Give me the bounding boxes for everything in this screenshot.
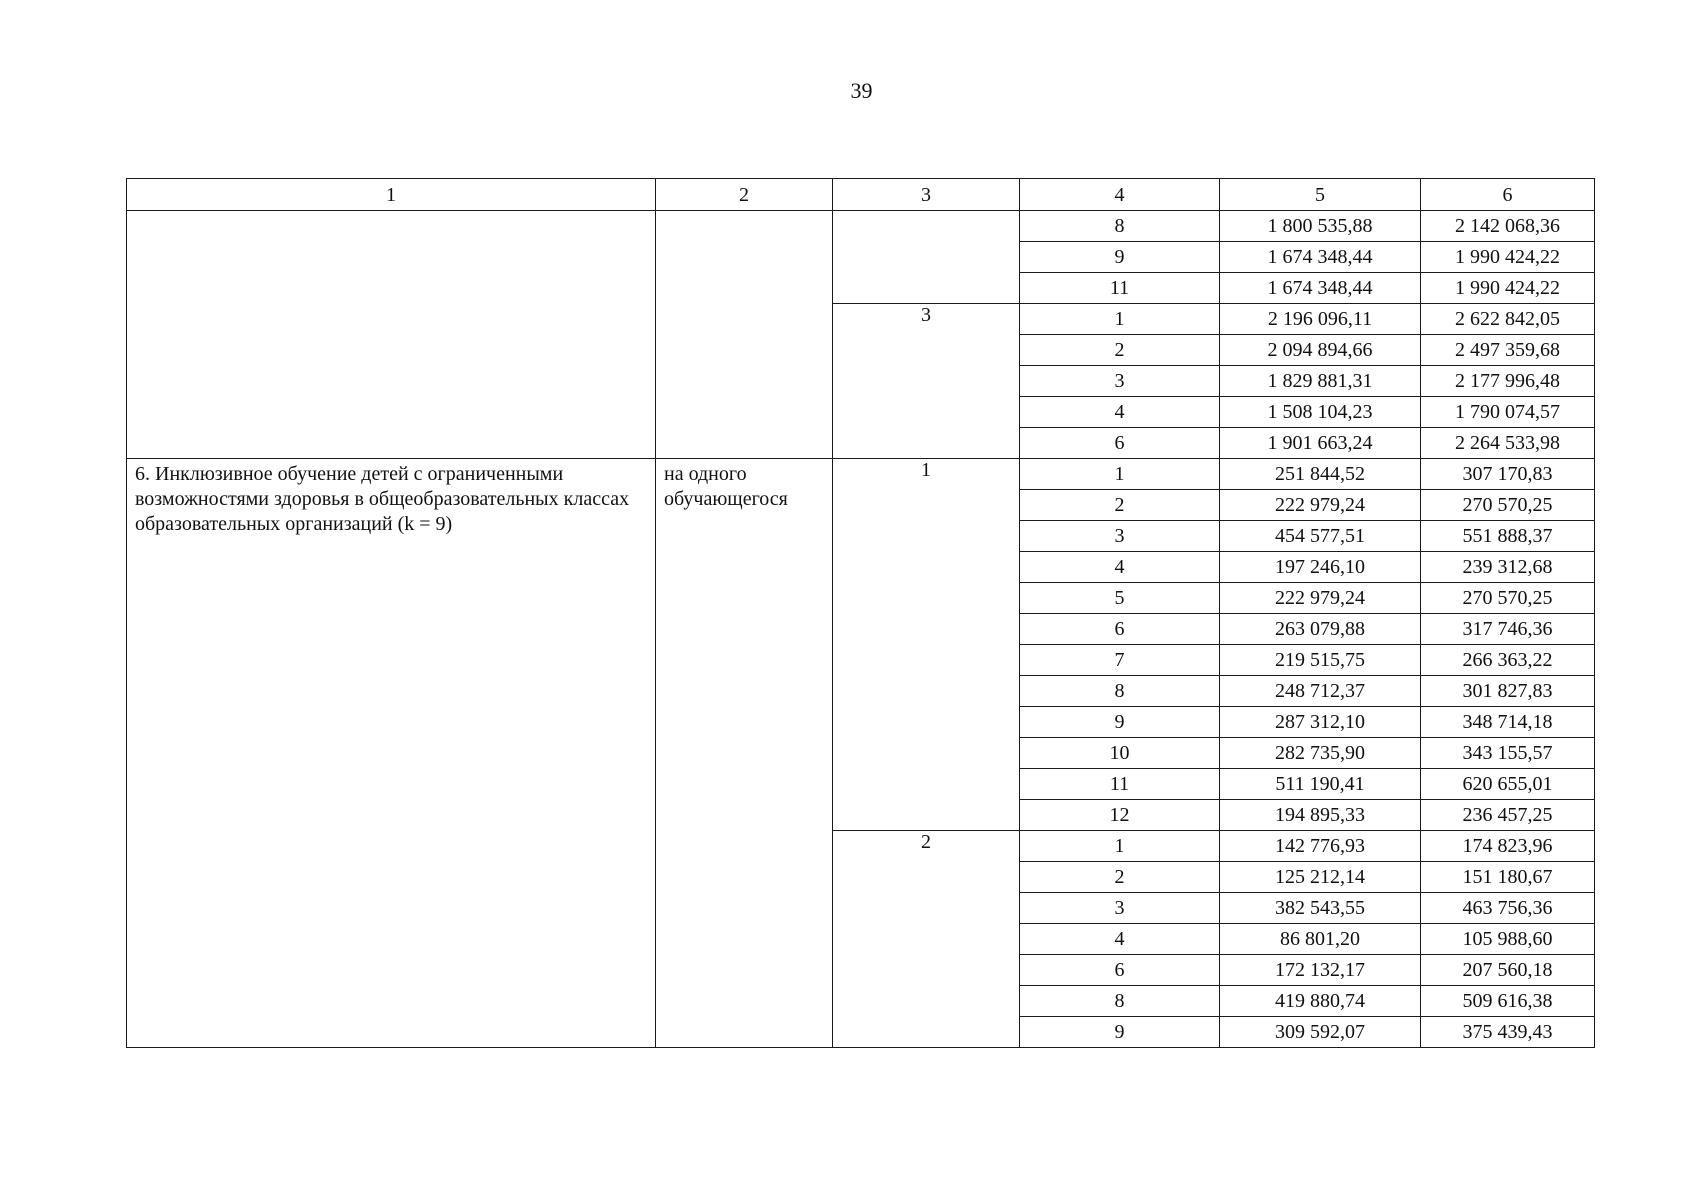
cost-value-cell: 1 990 424,22 [1421, 273, 1595, 304]
cost-value-cell: 207 560,18 [1421, 955, 1595, 986]
cost-value-cell: 2 177 996,48 [1421, 366, 1595, 397]
cost-value-cell: 463 756,36 [1421, 893, 1595, 924]
header-cell: 4 [1020, 179, 1220, 211]
cost-value-cell: 270 570,25 [1421, 490, 1595, 521]
class-number-cell: 4 [1020, 397, 1220, 428]
cost-value-cell: 287 312,10 [1220, 707, 1421, 738]
header-cell: 5 [1220, 179, 1421, 211]
class-number-cell: 6 [1020, 955, 1220, 986]
class-number-cell: 1 [1020, 831, 1220, 862]
class-number-cell: 3 [1020, 521, 1220, 552]
cost-value-cell: 2 497 359,68 [1421, 335, 1595, 366]
class-number-cell: 3 [1020, 366, 1220, 397]
class-number-cell: 7 [1020, 645, 1220, 676]
cost-value-cell: 1 790 074,57 [1421, 397, 1595, 428]
cost-value-cell: 263 079,88 [1220, 614, 1421, 645]
cost-value-cell: 194 895,33 [1220, 800, 1421, 831]
cost-value-cell: 197 246,10 [1220, 552, 1421, 583]
cost-value-cell: 222 979,24 [1220, 490, 1421, 521]
cost-value-cell: 307 170,83 [1421, 459, 1595, 490]
class-number-cell: 6 [1020, 614, 1220, 645]
unit-cell [656, 211, 833, 459]
class-number-cell: 5 [1020, 583, 1220, 614]
cost-value-cell: 511 190,41 [1220, 769, 1421, 800]
cost-value-cell: 142 776,93 [1220, 831, 1421, 862]
cost-value-cell: 620 655,01 [1421, 769, 1595, 800]
cost-value-cell: 348 714,18 [1421, 707, 1595, 738]
cost-value-cell: 375 439,43 [1421, 1017, 1595, 1048]
class-number-cell: 11 [1020, 273, 1220, 304]
class-number-cell: 11 [1020, 769, 1220, 800]
cost-value-cell: 1 800 535,88 [1220, 211, 1421, 242]
header-cell: 3 [833, 179, 1020, 211]
level-cell: 1 [833, 459, 1020, 831]
level-cell: 2 [833, 831, 1020, 1048]
page-number: 39 [850, 78, 873, 103]
unit-cell: на одного обучающегося [656, 459, 833, 1048]
cost-value-cell: 1 901 663,24 [1220, 428, 1421, 459]
class-number-cell: 12 [1020, 800, 1220, 831]
cost-value-cell: 86 801,20 [1220, 924, 1421, 955]
table-row [127, 459, 1595, 490]
cost-value-cell: 309 592,07 [1220, 1017, 1421, 1048]
header-row [127, 179, 1595, 211]
cost-value-cell: 219 515,75 [1220, 645, 1421, 676]
cost-value-cell: 2 264 533,98 [1421, 428, 1595, 459]
class-number-cell: 9 [1020, 707, 1220, 738]
cost-value-cell: 172 132,17 [1220, 955, 1421, 986]
class-number-cell: 1 [1020, 304, 1220, 335]
cost-value-cell: 174 823,96 [1421, 831, 1595, 862]
cost-value-cell: 266 363,22 [1421, 645, 1595, 676]
class-number-cell: 1 [1020, 459, 1220, 490]
class-number-cell: 9 [1020, 1017, 1220, 1048]
service-name-cell: 6. Инклюзивное обучение детей с ограниченными возможностями здоровья в общеобразовательных классах образовательных организаций (k = 9) [127, 459, 656, 1048]
class-number-cell: 4 [1020, 924, 1220, 955]
class-number-cell: 3 [1020, 893, 1220, 924]
cost-value-cell: 222 979,24 [1220, 583, 1421, 614]
class-number-cell: 8 [1020, 676, 1220, 707]
cost-value-cell: 301 827,83 [1421, 676, 1595, 707]
class-number-cell: 6 [1020, 428, 1220, 459]
tariff-table [126, 178, 1595, 1048]
class-number-cell: 8 [1020, 211, 1220, 242]
cost-value-cell: 239 312,68 [1421, 552, 1595, 583]
class-number-cell: 2 [1020, 862, 1220, 893]
cost-value-cell: 2 196 096,11 [1220, 304, 1421, 335]
cost-value-cell: 105 988,60 [1421, 924, 1595, 955]
cost-value-cell: 2 142 068,36 [1421, 211, 1595, 242]
class-number-cell: 9 [1020, 242, 1220, 273]
class-number-cell: 4 [1020, 552, 1220, 583]
table-row [127, 211, 1595, 242]
cost-value-cell: 454 577,51 [1220, 521, 1421, 552]
cost-value-cell: 382 543,55 [1220, 893, 1421, 924]
cost-value-cell: 1 829 881,31 [1220, 366, 1421, 397]
cost-value-cell: 317 746,36 [1421, 614, 1595, 645]
cost-value-cell: 2 094 894,66 [1220, 335, 1421, 366]
cost-value-cell: 1 508 104,23 [1220, 397, 1421, 428]
cost-value-cell: 419 880,74 [1220, 986, 1421, 1017]
level-cell: 3 [833, 304, 1020, 459]
cost-value-cell: 251 844,52 [1220, 459, 1421, 490]
cost-value-cell: 1 990 424,22 [1421, 242, 1595, 273]
cost-value-cell: 236 457,25 [1421, 800, 1595, 831]
class-number-cell: 2 [1020, 490, 1220, 521]
table-body [127, 179, 1595, 1048]
service-name-cell [127, 211, 656, 459]
cost-value-cell: 151 180,67 [1421, 862, 1595, 893]
level-cell [833, 211, 1020, 304]
cost-value-cell: 270 570,25 [1421, 583, 1595, 614]
cost-value-cell: 248 712,37 [1220, 676, 1421, 707]
cost-value-cell: 1 674 348,44 [1220, 242, 1421, 273]
header-cell: 6 [1421, 179, 1595, 211]
class-number-cell: 10 [1020, 738, 1220, 769]
cost-value-cell: 2 622 842,05 [1421, 304, 1595, 335]
cost-value-cell: 125 212,14 [1220, 862, 1421, 893]
cost-value-cell: 282 735,90 [1220, 738, 1421, 769]
cost-value-cell: 551 888,37 [1421, 521, 1595, 552]
header-cell: 2 [656, 179, 833, 211]
header-cell: 1 [127, 179, 656, 211]
class-number-cell: 8 [1020, 986, 1220, 1017]
class-number-cell: 2 [1020, 335, 1220, 366]
cost-value-cell: 509 616,38 [1421, 986, 1595, 1017]
cost-value-cell: 1 674 348,44 [1220, 273, 1421, 304]
cost-value-cell: 343 155,57 [1421, 738, 1595, 769]
